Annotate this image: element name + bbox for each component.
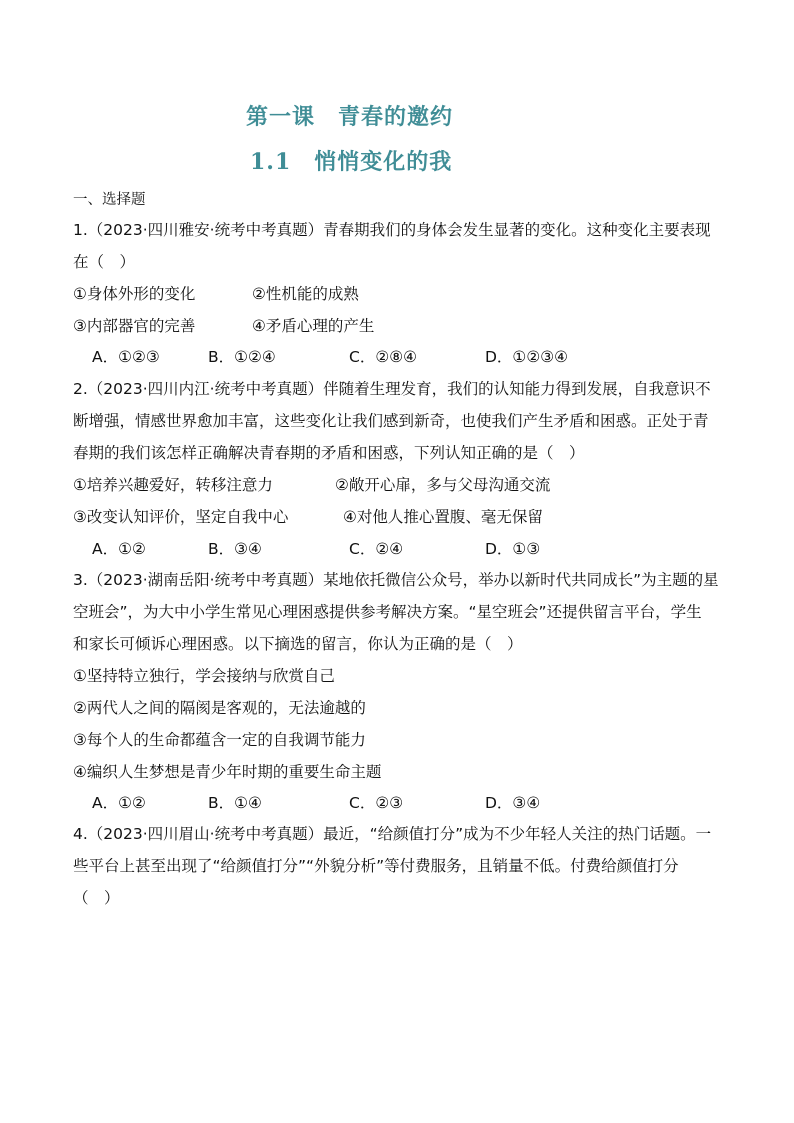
question-2-choices bbox=[92, 537, 712, 561]
question-1-statement-1: ①身体外形的变化 bbox=[73, 285, 196, 303]
question-3-choice-a[interactable]: A．①② bbox=[92, 794, 146, 812]
question-1-choice-c[interactable]: C．②⑧④ bbox=[349, 348, 418, 366]
question-1-choice-d[interactable]: D．①②③④ bbox=[485, 348, 569, 366]
question-1-statement-4: ④矛盾心理的产生 bbox=[252, 317, 375, 335]
question-1-statement-2: ②性机能的成熟 bbox=[252, 285, 359, 303]
question-1-choice-b[interactable]: B．①②④ bbox=[208, 348, 276, 366]
question-4-line-1: 4.（2023·四川眉山·统考中考真题）最近，“给颜值打分”成为不少年轻人关注的热门话题。一 bbox=[73, 825, 712, 843]
question-2-statement-1: ①培养兴趣爱好，转移注意力 bbox=[73, 476, 273, 494]
question-2-statement-3: ③改变认知评价，坚定自我中心 bbox=[73, 508, 289, 526]
question-2-choice-a[interactable]: A．①② bbox=[92, 540, 146, 558]
question-2-choice-b[interactable]: B．③④ bbox=[208, 540, 262, 558]
question-3-line-3: 和家长可倾诉心理困惑。以下摘选的留言，你认为正确的是（ ） bbox=[73, 635, 523, 653]
question-1-line-2: 在（ ） bbox=[73, 253, 136, 271]
question-2-line-2: 断增强，情感世界愈加丰富，这些变化让我们感到新奇，也使我们产生矛盾和困惑。正处于青 bbox=[73, 412, 709, 430]
question-2-statement-2: ②敞开心扉，多与父母沟通交流 bbox=[335, 476, 551, 494]
question-3-choice-c[interactable]: C．②③ bbox=[349, 794, 404, 812]
question-3-line-2: 空班会”，为大中小学生常见心理困惑提供参考解决方案。“星空班会”还提供留言平台，学生 bbox=[73, 603, 702, 621]
question-3-choices bbox=[92, 791, 712, 815]
question-3-choice-b[interactable]: B．①④ bbox=[208, 794, 262, 812]
question-3-statement-1: ①坚持特立独行，学会接纳与欣赏自己 bbox=[73, 667, 335, 685]
question-1-choices bbox=[92, 345, 712, 369]
question-2-line-1: 2.（2023·四川内江·统考中考真题）伴随着生理发育，我们的认知能力得到发展，自我意识不 bbox=[73, 380, 711, 398]
question-4-line-2: 些平台上甚至出现了“给颜值打分”“外貌分析”等付费服务，且销量不低。付费给颜值打分 bbox=[73, 857, 679, 875]
question-3-statement-3: ③每个人的生命都蕴含一定的自我调节能力 bbox=[73, 731, 366, 749]
question-1-line-1: 1.（2023·四川雅安·统考中考真题）青春期我们的身体会发生显著的变化。这种变化主要表现 bbox=[73, 221, 711, 239]
question-2-choice-d[interactable]: D．①③ bbox=[485, 540, 541, 558]
question-4-line-3: （ ） bbox=[73, 889, 120, 907]
lesson-title: 第一课 青春的邀约 bbox=[246, 104, 454, 130]
question-3-line-1: 3.（2023·湖南岳阳·统考中考真题）某地依托微信公众号，举办以新时代共同成长”为主题的星 bbox=[73, 571, 719, 589]
section-label: 一、选择题 bbox=[73, 192, 146, 208]
question-3-statement-2: ②两代人之间的隔阂是客观的，无法逾越的 bbox=[73, 699, 366, 717]
question-3-choice-d[interactable]: D．③④ bbox=[485, 794, 541, 812]
section-title: 1.1 悄悄变化的我 bbox=[250, 149, 453, 175]
question-1-statement-3: ③内部器官的完善 bbox=[73, 317, 196, 335]
question-2-choice-c[interactable]: C．②④ bbox=[349, 540, 404, 558]
question-2-statement-4: ④对他人推心置腹、毫无保留 bbox=[343, 508, 543, 526]
question-2-line-3: 春期的我们该怎样正确解决青春期的矛盾和困惑，下列认知正确的是（ ） bbox=[73, 444, 585, 462]
question-3-statement-4: ④编织人生梦想是青少年时期的重要生命主题 bbox=[73, 763, 382, 781]
question-1-choice-a[interactable]: A．①②③ bbox=[92, 348, 160, 366]
